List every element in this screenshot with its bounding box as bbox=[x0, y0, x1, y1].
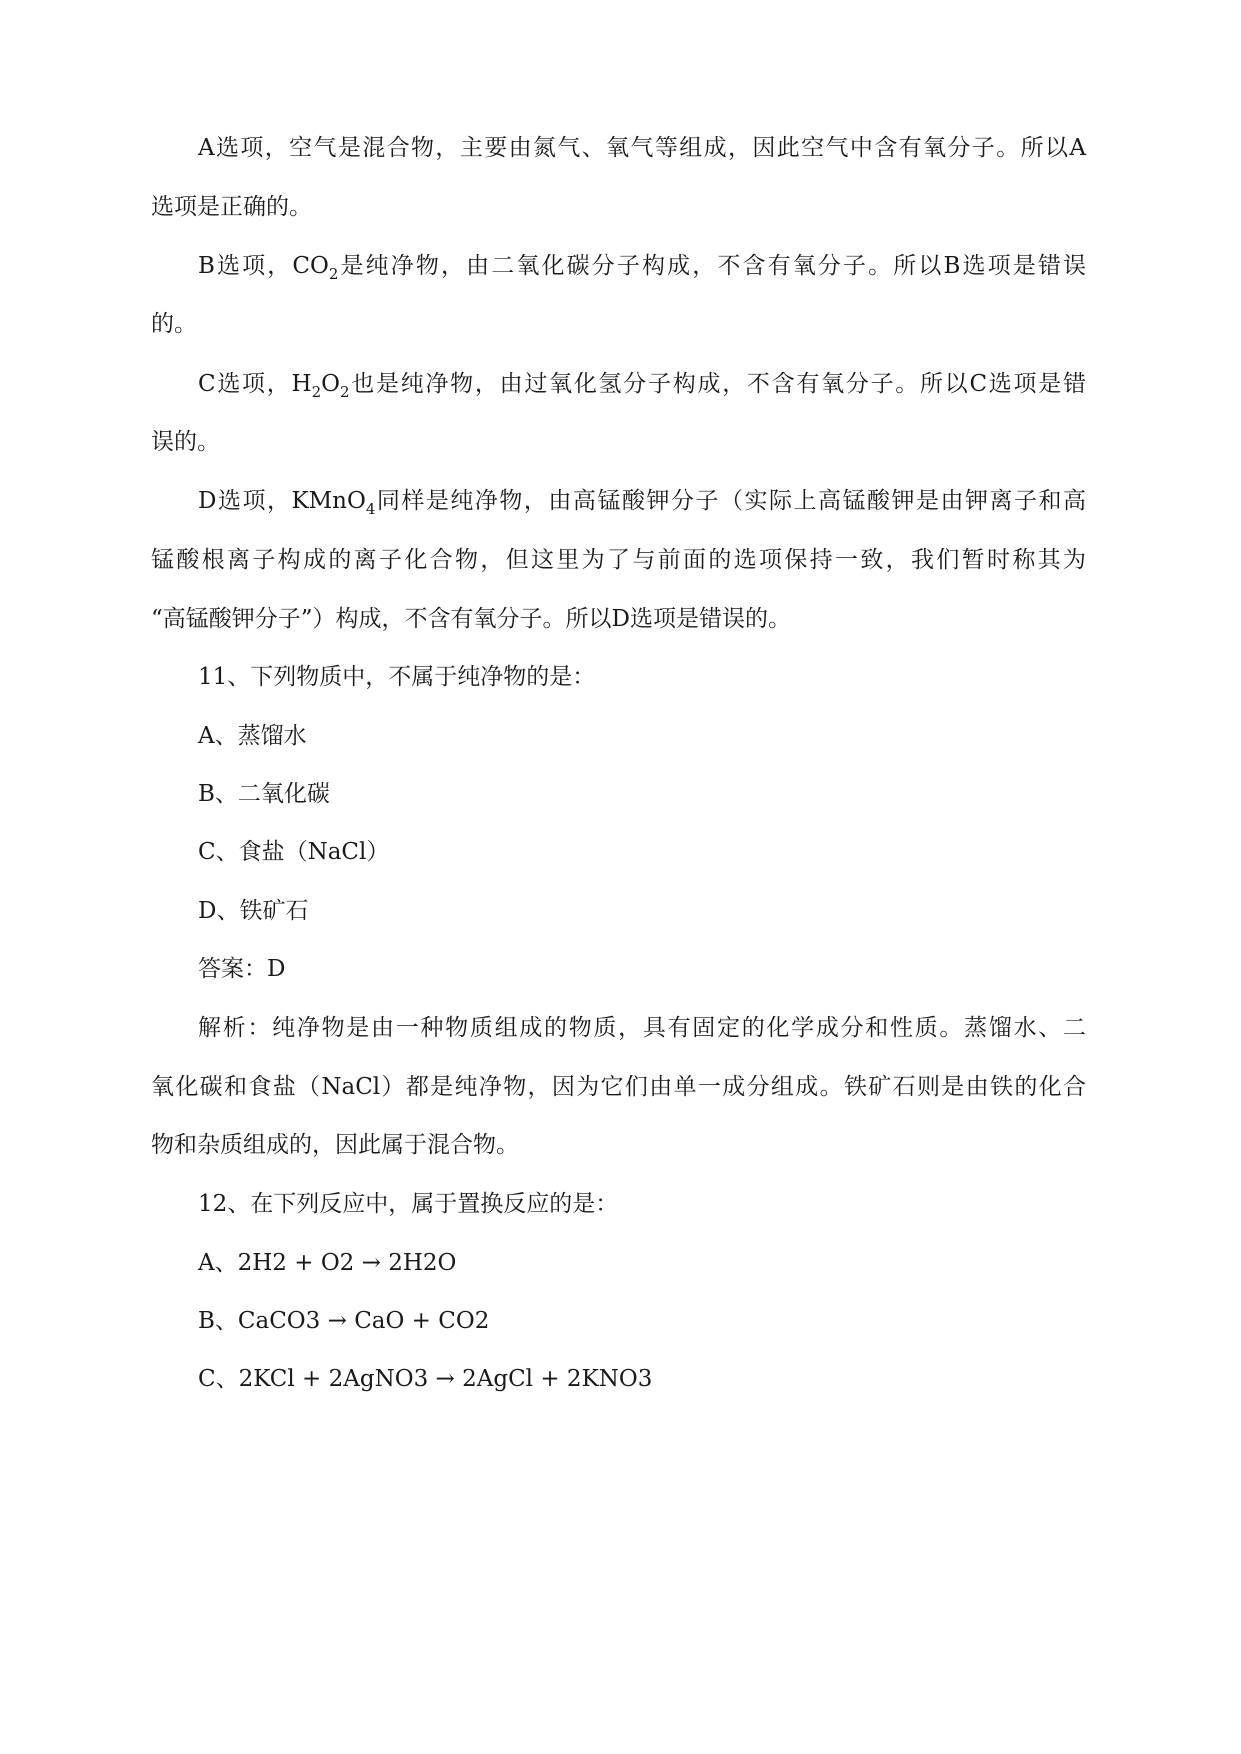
q11-answer: 答案：D bbox=[198, 956, 286, 982]
a-option-line-2: 选项是正确的。 bbox=[151, 194, 312, 220]
d-option-text-post: 同样是纯净物，由高锰酸钾分子（实际上高锰酸钾是由钾离子和高 bbox=[375, 488, 1087, 514]
b-option-line-2: 的。 bbox=[151, 311, 197, 337]
c-option-line-2: 误的。 bbox=[151, 429, 220, 455]
c-option-text-mid: O bbox=[321, 371, 340, 397]
a-option-line-1: A选项，空气是混合物，主要由氮气、氧气等组成，因此空气中含有氧分子。所以A bbox=[198, 135, 1086, 161]
q11-option-a: A、蒸馏水 bbox=[198, 723, 307, 749]
q12-option-b: B、CaCO3 → CaO + CO2 bbox=[198, 1308, 490, 1334]
d-option-line-1 bbox=[198, 486, 1086, 516]
q11-analysis-line-1: 解析：纯净物是由一种物质组成的物质，具有固定的化学成分和性质。蒸馏水、二 bbox=[198, 1015, 1086, 1041]
c-option-subscript-1: 2 bbox=[311, 383, 322, 401]
q12-question: 12、在下列反应中，属于置换反应的是： bbox=[198, 1191, 619, 1217]
q11-analysis-line-3: 物和杂质组成的，因此属于混合物。 bbox=[151, 1132, 519, 1158]
c-option-subscript-2: 2 bbox=[339, 383, 350, 401]
c-option-text-post: 也是纯净物，由过氧化氢分子构成，不含有氧分子。所以C选项是错 bbox=[349, 371, 1086, 397]
b-option-text-pre: B选项，CO bbox=[198, 253, 329, 279]
q11-option-b: B、二氧化碳 bbox=[198, 781, 330, 807]
d-option-line-3: “高锰酸钾分子”）构成，不含有氧分子。所以D选项是错误的。 bbox=[151, 606, 791, 632]
q11-question: 11、下列物质中，不属于纯净物的是： bbox=[198, 664, 596, 690]
d-option-line-2: 锰酸根离子构成的离子化合物，但这里为了与前面的选项保持一致，我们暂时称其为 bbox=[151, 547, 1086, 573]
d-option-text-pre: D选项，KMnO bbox=[198, 488, 366, 514]
c-option-line-1 bbox=[198, 369, 1086, 399]
q11-option-c: C、食盐（NaCl） bbox=[198, 839, 390, 865]
b-option-text-post: 是纯净物，由二氧化碳分子构成，不含有氧分子。所以B选项是错误 bbox=[338, 253, 1087, 279]
d-option-subscript: 4 bbox=[365, 500, 376, 518]
q12-option-c: C、2KCl + 2AgNO3 → 2AgCl + 2KNO3 bbox=[198, 1366, 653, 1392]
q11-option-d: D、铁矿石 bbox=[198, 898, 309, 924]
c-option-text-pre: C选项，H bbox=[198, 371, 312, 397]
q11-analysis-line-2: 氧化碳和食盐（NaCl）都是纯净物，因为它们由单一成分组成。铁矿石则是由铁的化合 bbox=[151, 1074, 1086, 1100]
q12-option-a: A、2H2 + O2 → 2H2O bbox=[198, 1250, 457, 1276]
b-option-subscript: 2 bbox=[328, 265, 339, 283]
b-option-line-1 bbox=[198, 251, 1086, 281]
